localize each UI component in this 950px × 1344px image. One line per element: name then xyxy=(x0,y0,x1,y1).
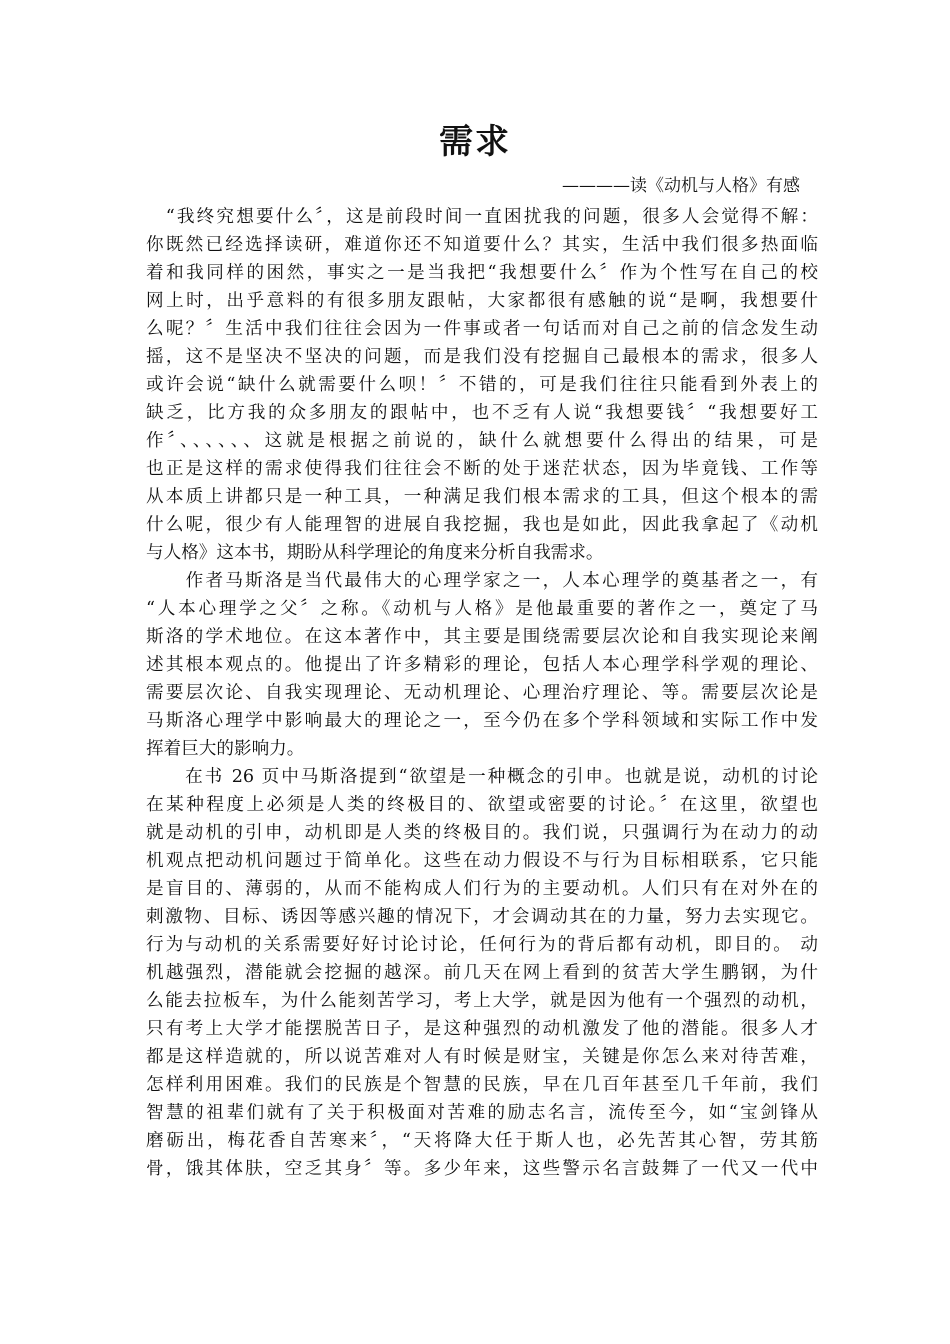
text-line: 也正是这样的需求使得我们往往会不断的处于迷茫状态，因为毕竟钱、工作等 xyxy=(146,459,818,479)
text-line: 都是这样造就的，所以说苦难对人有时候是财宝，关键是你怎么来对待苦难， xyxy=(146,1047,818,1067)
document-subtitle: ————读《动机与人格》有感 xyxy=(562,176,800,196)
text-line: 刺激物、目标、诱因等感兴趣的情况下，才会调动其在的力量，努力去实现它。 xyxy=(146,907,818,927)
text-line: 与人格》这本书，期盼从科学理论的角度来分析自我需求。 xyxy=(146,543,604,563)
paragraph xyxy=(146,763,818,1183)
text-line: 怎样利用困难。我们的民族是个智慧的民族，早在几百年甚至几千年前，我们 xyxy=(146,1075,818,1095)
document-body xyxy=(146,203,818,1183)
text-line: 么呢？〞生活中我们往往会因为一件事或者一句话而对自己之前的信念发生动 xyxy=(146,319,818,339)
text-line: 作〞、、、、、、这就是根据之前说的，缺什么就想要什么得出的结果，可是 xyxy=(146,431,818,451)
text-line: 你既然已经选择读研，难道你还不知道要什么？其实，生活中我们很多热面临 xyxy=(146,235,818,255)
text-line: 作者马斯洛是当代最伟大的心理学家之一，人本心理学的奠基者之一，有 xyxy=(146,571,818,591)
paragraph xyxy=(146,203,818,567)
text-line: 么能去拉板车，为什么能刻苦学习，考上大学，就是因为他有一个强烈的动机， xyxy=(146,991,818,1011)
text-line: 就是动机的引申，动机即是人类的终极目的。我们说，只强调行为在动力的动 xyxy=(146,823,818,843)
text-line: 摇，这不是坚决不坚决的问题，而是我们没有挖掘自己最根本的需求，很多人 xyxy=(146,347,818,367)
text-line: 述其根本观点的。他提出了许多精彩的理论，包括人本心理学科学观的理论、 xyxy=(146,655,818,675)
text-line: 从本质上讲都只是一种工具，一种满足我们根本需求的工具，但这个根本的需 xyxy=(146,487,818,507)
document-title: 需求 xyxy=(439,122,511,162)
text-line: 网上时，出乎意料的有很多朋友跟帖，大家都很有感触的说“是啊，我想要什 xyxy=(146,291,818,311)
text-line: 或许会说“缺什么就需要什么呗！〞不错的，可是我们往往只能看到外表上的 xyxy=(146,375,818,395)
paragraph xyxy=(146,567,818,763)
text-line: 在某种程度上必须是人类的终极目的、欲望或密要的讨论。〞在这里，欲望也 xyxy=(146,795,818,815)
text-line: 马斯洛心理学中影响最大的理论之一，至今仍在多个学科领域和实际工作中发 xyxy=(146,711,818,731)
text-line: 行为与动机的关系需要好好讨论讨论，任何行为的背后都有动机，即目的。 动 xyxy=(146,935,818,955)
text-line: 磨砺出，梅花香自苦寒来〞，“天将降大任于斯人也，必先苦其心智，劳其筋 xyxy=(146,1131,818,1151)
text-line: 机观点把动机问题过于简单化。这些在动力假设不与行为目标相联系，它只能 xyxy=(146,851,818,871)
text-line: 缺乏，比方我的众多朋友的跟帖中，也不乏有人说“我想要钱〞“我想要好工 xyxy=(146,403,818,423)
text-line: “我终究想要什么〞，这是前段时间一直困扰我的问题，很多人会觉得不解： xyxy=(146,207,818,227)
text-line: “人本心理学之父〞之称。《动机与人格》是他最重要的著作之一，奠定了马 xyxy=(146,599,818,619)
text-line: 只有考上大学才能摆脱苦日子，是这种强烈的动机激发了他的潜能。很多人才 xyxy=(146,1019,818,1039)
text-line: 着和我同样的困然，事实之一是当我把“我想要什么〞作为个性写在自己的校 xyxy=(146,263,818,283)
text-line: 在书 26 页中马斯洛提到“欲望是一种概念的引申。也就是说，动机的讨论 xyxy=(146,767,818,787)
text-line: 什么呢，很少有人能理智的进展自我挖掘，我也是如此，因此我拿起了《动机 xyxy=(146,515,818,535)
text-line: 机越强烈，潜能就会挖掘的越深。前几天在网上看到的贫苦大学生鹏钢，为什 xyxy=(146,963,818,983)
text-line: 挥着巨大的影响力。 xyxy=(146,739,305,759)
text-line: 需要层次论、自我实现理论、无动机理论、心理治疗理论、等。需要层次论是 xyxy=(146,683,818,703)
text-line: 是盲目的、薄弱的，从而不能构成人们行为的主要动机。人们只有在对外在的 xyxy=(146,879,818,899)
text-line: 智慧的祖辈们就有了关于积极面对苦难的励志名言，流传至今，如“宝剑锋从 xyxy=(146,1103,818,1123)
text-line: 斯洛的学术地位。在这本著作中，其主要是围绕需要层次论和自我实现论来阐 xyxy=(146,627,818,647)
text-line: 骨，饿其体肤，空乏其身〞等。多少年来，这些警示名言鼓舞了一代又一代中 xyxy=(146,1159,818,1179)
